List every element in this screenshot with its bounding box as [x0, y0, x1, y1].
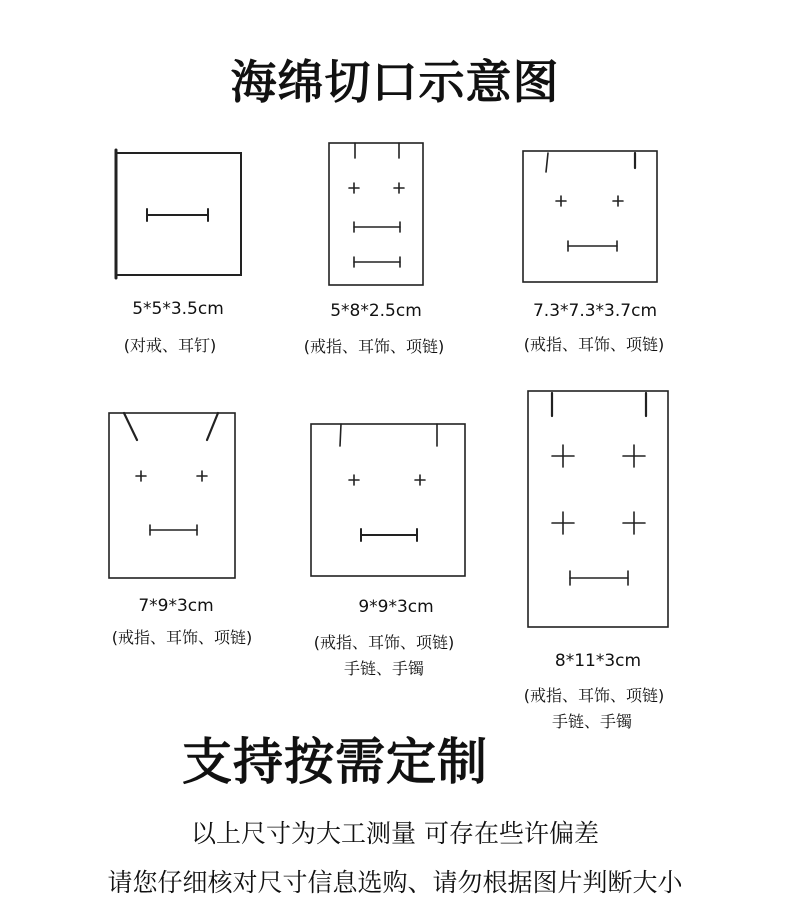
bar-slit — [150, 525, 197, 535]
cross-slit-left — [349, 475, 359, 485]
size-label-6: 8*11*3cm — [554, 651, 642, 671]
cross-slit-top-left — [552, 445, 574, 467]
size-label-2: 5*8*2.5cm — [330, 301, 422, 321]
use-label-2: (戒指、耳饰、项链) — [303, 337, 445, 356]
note-line-2: 请您仔细核对尺寸信息选购、请勿根据图片判断大小 — [107, 868, 683, 897]
use-label-1: (对戒、耳钉) — [123, 336, 217, 355]
sponge-card-6 — [528, 391, 668, 627]
sponge-outline — [329, 143, 423, 285]
use-label-5: (戒指、耳饰、项链) — [313, 633, 455, 652]
page-title: 海绵切口示意图 — [230, 55, 560, 109]
top-slit-left — [546, 153, 548, 172]
size-label-4: 7*9*3cm — [138, 596, 214, 616]
cross-slit-left — [349, 183, 359, 193]
size-label-3: 7.3*7.3*3.7cm — [532, 301, 657, 321]
size-label-5: 9*9*3cm — [358, 597, 434, 617]
sponge-outline — [109, 413, 235, 578]
use-label-5b: 手链、手镯 — [343, 659, 424, 678]
use-label-4: (戒指、耳饰、项链) — [111, 628, 253, 647]
sponge-card-2 — [329, 143, 423, 285]
top-slit-left — [340, 424, 341, 446]
cross-slit-right — [613, 196, 623, 206]
sponge-card-3 — [523, 151, 657, 282]
custom-title: 支持按需定制 — [182, 733, 488, 791]
cross-slit-right — [394, 183, 404, 193]
size-label-1: 5*5*3.5cm — [132, 299, 224, 319]
cross-slit-right — [197, 471, 207, 481]
cross-slit-top-right — [623, 445, 645, 467]
bar-slit — [147, 209, 208, 221]
use-label-3: (戒指、耳饰、项链) — [523, 335, 665, 354]
sponge-card-4 — [109, 413, 235, 578]
cross-slit-bottom-right — [623, 512, 645, 534]
bar-slit-lower — [354, 257, 400, 267]
use-label-6: (戒指、耳饰、项链) — [523, 686, 665, 705]
cross-slit-bottom-left — [552, 512, 574, 534]
cross-slit-left — [136, 471, 146, 481]
use-label-6b: 手链、手镯 — [551, 712, 632, 731]
bar-slit-upper — [354, 222, 400, 232]
bar-slit — [570, 571, 628, 585]
bar-slit — [361, 529, 417, 541]
sponge-outline — [523, 151, 657, 282]
sponge-outline — [311, 424, 465, 576]
note-line-1: 以上尺寸为大工测量 可存在些许偏差 — [191, 819, 599, 848]
cross-slit-right — [415, 475, 425, 485]
sponge-card-5 — [311, 424, 465, 576]
sponge-outline — [528, 391, 668, 627]
bar-slit — [568, 241, 617, 251]
cross-slit-left — [556, 196, 566, 206]
sponge-card-1 — [116, 150, 241, 278]
top-slit-left — [124, 413, 137, 440]
top-slit-right — [207, 413, 218, 440]
